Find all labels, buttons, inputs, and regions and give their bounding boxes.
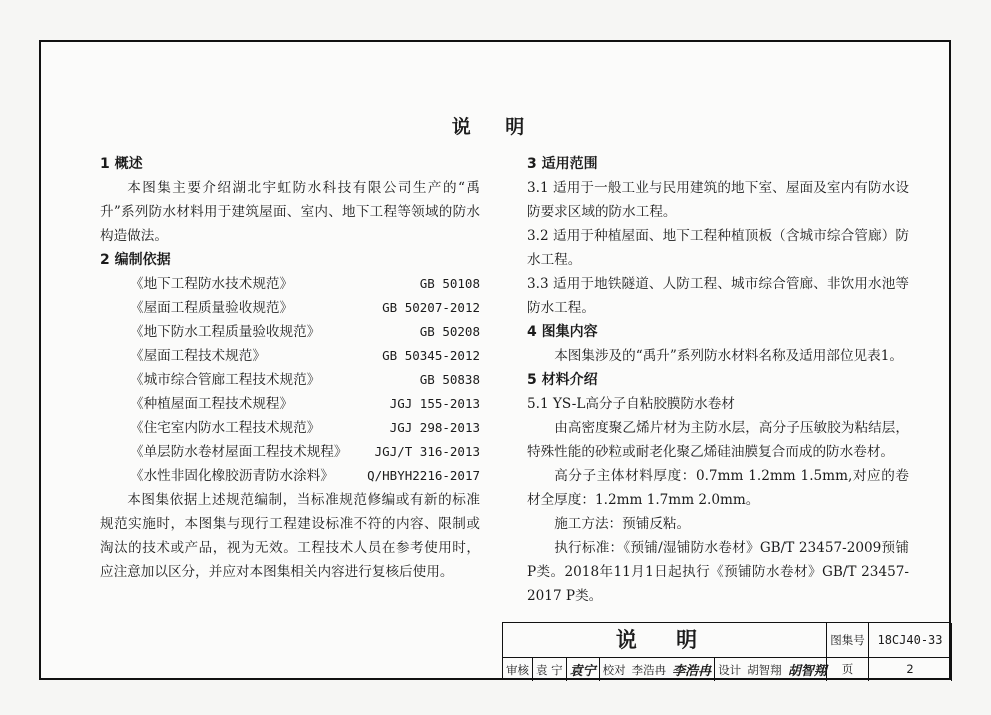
reference-code: Q/HBYH2216-2017 — [367, 468, 480, 483]
scope-item-3: 3.3 适用于地铁隧道、人防工程、城市综合管廊、非饮用水池等防水工程。 — [527, 276, 909, 316]
design-label: 设计 — [718, 662, 742, 677]
signature-row — [503, 658, 827, 681]
reference-code: GB 50207-2012 — [382, 300, 480, 315]
section-heading-basis: 2 编制依据 — [100, 252, 171, 268]
right-column — [527, 152, 909, 608]
reference-code: GB 50108 — [419, 276, 480, 291]
reference-name: 《水性非固化橡胶沥青防水涂料》 — [130, 468, 334, 484]
reference-item — [100, 320, 480, 344]
check-name: 李浩冉 — [631, 662, 667, 677]
drawing-sheet — [39, 40, 951, 680]
reference-item — [100, 440, 480, 464]
reference-item — [100, 464, 480, 488]
page-label: 页 — [827, 658, 869, 681]
material-standard: 执行标准：《预铺/湿铺防水卷材》GB/T 23457-2009预铺P类。2018年11月1日起执行《预铺防水卷材》GB/T 23457-2017 P类。 — [527, 540, 909, 604]
design-name: 胡智翔 — [747, 662, 782, 677]
atlas-number-label: 图集号 — [827, 623, 869, 658]
reference-code: JGJ 298-2013 — [389, 420, 480, 435]
reference-name: 《地下防水工程质量验收规范》 — [130, 324, 321, 340]
overview-text: 本图集主要介绍湖北宇虹防水科技有限公司生产的“禹升”系列防水材料用于建筑屋面、室内、地下工程等领域的防水构造做法。 — [100, 180, 480, 244]
title-block — [502, 622, 951, 680]
check-signature: 李浩冉 — [672, 664, 712, 679]
scope-item-1: 3.1 适用于一般工业与民用建筑的地下室、屋面及室内有防水设防要求区域的防水工程。 — [527, 180, 909, 220]
page-title: 说 明 — [451, 116, 539, 138]
review-label: 审核 — [506, 662, 529, 677]
design-signature: 胡智翔 — [787, 664, 827, 679]
reference-code: JGJ/T 316-2013 — [374, 444, 480, 459]
section-heading-overview: 1 概述 — [100, 156, 143, 172]
check-label: 校对 — [602, 662, 626, 677]
reference-code: GB 50208 — [419, 324, 480, 339]
reference-name: 《城市综合管廊工程技术规范》 — [130, 372, 321, 388]
title-block-title: 说 明 — [503, 623, 827, 658]
reference-code: GB 50838 — [419, 372, 480, 387]
left-column — [100, 152, 480, 584]
reference-name: 《地下工程防水技术规范》 — [130, 276, 294, 292]
basis-text: 本图集依据上述规范编制，当标准规范修编或有新的标准规范实施时，本图集与现行工程建设标准不符的内容、限制或淘汰的技术或产品，视为无效。工程技术人员在参考使用时，应注意加以区分，并应对本图集相关内容进行复核后使用。 — [100, 492, 480, 580]
reference-name: 《种植屋面工程技术规程》 — [130, 396, 294, 412]
atlas-number: 18CJ40-33 — [869, 623, 952, 658]
scope-item-2: 3.2 适用于种植屋面、地下工程种植顶板（含城市综合管廊）防水工程。 — [527, 228, 909, 268]
reference-item — [100, 368, 480, 392]
review-name: 袁 宁 — [536, 662, 563, 677]
reference-item — [100, 392, 480, 416]
material-thickness: 高分子主体材料厚度：0.7mm 1.2mm 1.5mm,对应的卷材全厚度：1.2mm 1.7mm 2.0mm。 — [527, 468, 909, 508]
reference-name: 《屋面工程技术规范》 — [130, 348, 266, 364]
review-signature: 袁宁 — [569, 664, 596, 679]
material-method: 施工方法：预铺反粘。 — [554, 516, 691, 532]
section-heading-materials: 5 材料介绍 — [527, 372, 598, 388]
reference-item — [100, 272, 480, 296]
reference-name: 《住宅室内防水工程技术规范》 — [130, 420, 321, 436]
reference-item — [100, 344, 480, 368]
contents-text: 本图集涉及的“禹升”系列防水材料名称及适用部位见表1。 — [554, 348, 903, 364]
reference-item — [100, 296, 480, 320]
reference-list — [100, 272, 480, 488]
reference-item — [100, 416, 480, 440]
section-heading-scope: 3 适用范围 — [527, 156, 598, 172]
reference-code: JGJ 155-2013 — [389, 396, 480, 411]
page-number: 2 — [869, 658, 952, 681]
reference-name: 《单层防水卷材屋面工程技术规程》 — [130, 444, 348, 460]
section-heading-contents: 4 图集内容 — [527, 324, 598, 340]
material-description: 由高密度聚乙烯片材为主防水层，高分子压敏胶为粘结层，特殊性能的砂粒或耐老化聚乙烯硅油膜复合而成的防水卷材。 — [527, 420, 909, 460]
material-title: 5.1 YS-L高分子自粘胶膜防水卷材 — [527, 396, 735, 412]
reference-code: GB 50345-2012 — [382, 348, 480, 363]
reference-name: 《屋面工程质量验收规范》 — [130, 300, 294, 316]
